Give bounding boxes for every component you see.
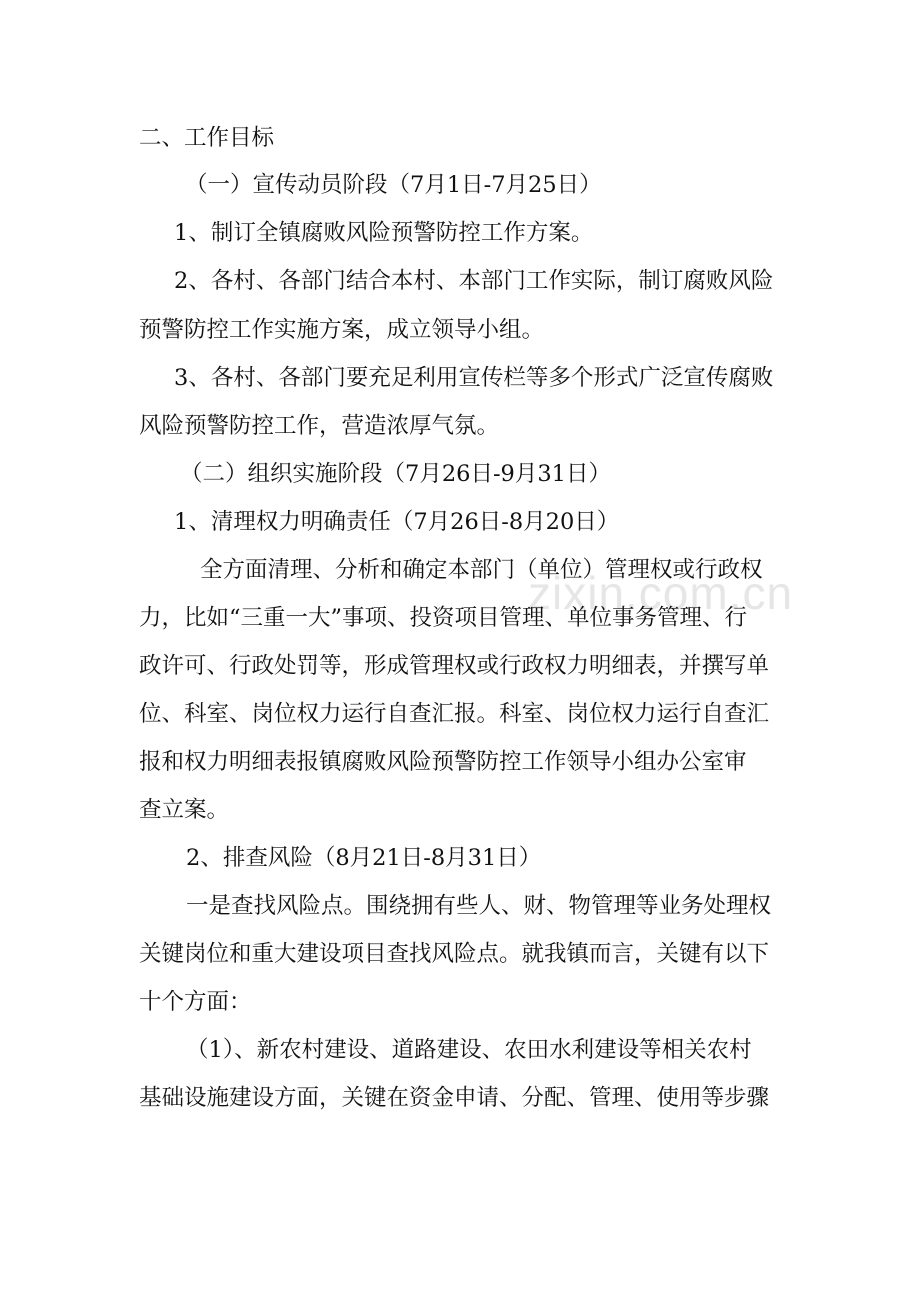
paragraph-line: 1、制订全镇腐败风险预警防控工作方案。 [174,220,594,246]
paragraph-line: 一是查找风险点。围绕拥有些人、财、物管理等业务处理权 [186,893,772,919]
paragraph-line: （1）、新农村建设、道路建设、农田水利建设等相关农村 [186,1037,752,1063]
paragraph-line: 位、科室、岗位权力运行自查汇报。科室、岗位权力运行自查汇 [139,701,770,727]
paragraph-line: 2、各村、各部门结合本村、本部门工作实际，制订腐败风险 [174,268,774,294]
paragraph-line: 预警防控工作实施方案，成立领导小组。 [139,317,545,343]
section-heading: 二、工作目标 [139,125,275,151]
subsection-heading: （一）宣传动员阶段（7月1日-7月25日） [185,172,602,198]
paragraph-line: 风险预警防控工作，营造浓厚气氛。 [139,413,500,439]
paragraph-line: 1、清理权力明确责任（7月26日-8月20日） [174,509,620,535]
paragraph-line: 基础设施建设方面，关键在资金申请、分配、管理、使用等步骤 [139,1085,770,1111]
paragraph-line: 2、排查风险（8月21日-8月31日） [186,845,542,871]
paragraph-line: 3、各村、各部门要充足利用宣传栏等多个形式广泛宣传腐败 [174,365,774,391]
subsection-heading: （二）组织实施阶段（7月26日-9月31日） [180,461,611,487]
watermark: zixin.com.cn [528,567,794,619]
paragraph-line: 十个方面： [139,989,252,1015]
paragraph-line: 报和权力明细表报镇腐败风险预警防控工作领导小组办公室审 [139,749,747,775]
paragraph-line: 关键岗位和重大建设项目查找风险点。就我镇而言，关键有以下 [139,941,770,967]
paragraph-line: 全方面清理、分析和确定本部门（单位）管理权或行政权 [200,557,763,583]
paragraph-line: 政许可、行政处罚等，形成管理权或行政权力明细表，并撰写单 [139,653,770,679]
paragraph-line: 查立案。 [139,797,230,823]
paragraph-line: 力，比如“三重一大”事项、投资项目管理、单位事务管理、行 [139,605,748,631]
